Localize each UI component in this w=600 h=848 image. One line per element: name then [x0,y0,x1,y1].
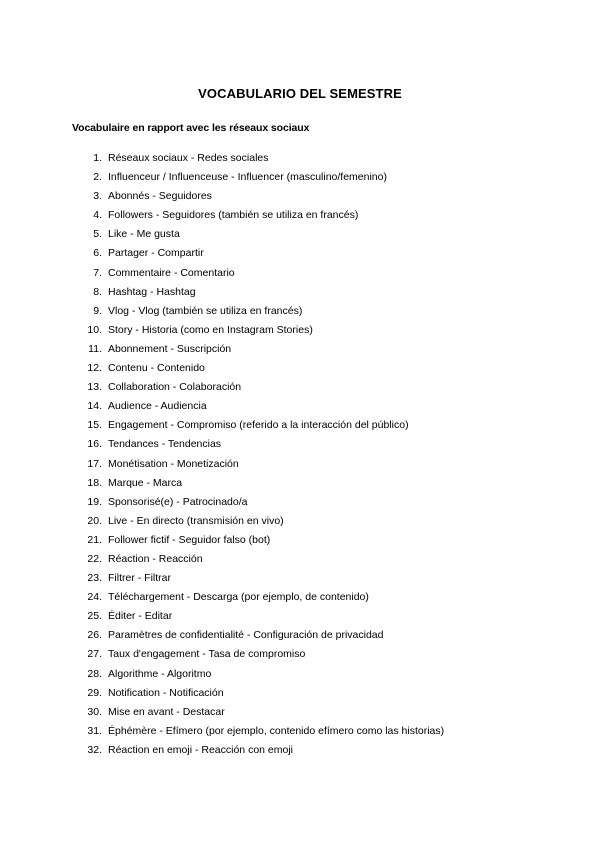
item-number: 26. [87,629,102,642]
item-text: Influenceur / Influenceuse - Influencer (masculino/femenino) [108,171,387,184]
item-number: 17. [87,457,102,470]
item-number: 9. [93,304,102,317]
item-text: Réaction en emoji - Reacción con emoji [108,743,294,756]
item-text: Réseaux sociaux - Redes sociales [108,152,269,164]
item-text: Hashtag - Hashtag [108,285,196,298]
item-number: 20. [87,514,102,527]
item-text: Monétisation - Monetización [108,457,239,470]
item-number: 13. [87,381,102,394]
item-number: 31. [87,724,102,737]
item-text: Sponsorisé(e) - Patrocinado/a [108,495,248,508]
item-number: 28. [87,667,102,680]
item-text: Partager - Compartir [108,247,204,260]
item-text: Filtrer - Filtrar [108,572,171,585]
item-text: Tendances - Tendencias [108,438,222,451]
item-text: Contenu - Contenido [108,362,205,375]
item-number: 15. [87,419,102,432]
item-number: 21. [87,533,102,546]
item-number: 32. [87,743,102,756]
item-number: 19. [87,495,102,508]
section-heading: Vocabulaire en rapport avec les réseaux sociaux [72,122,310,134]
item-text: Éphémère - Efímero (por ejemplo, contenido efímero como las historias) [108,724,445,737]
item-text: Audience - Audiencia [108,400,207,413]
item-text: Abonnés - Seguidores [108,190,212,203]
item-number: 12. [87,362,102,375]
item-number: 5. [93,228,102,241]
document-title: VOCABULARIO DEL SEMESTRE [198,86,402,101]
item-number: 11. [88,342,102,355]
item-number: 1. [93,152,102,164]
item-number: 22. [87,552,102,565]
item-text: Notification - Notificación [108,686,224,699]
item-text: Taux d'engagement - Tasa de compromiso [108,648,306,661]
item-number: 29. [87,686,102,699]
item-number: 2. [93,171,102,184]
item-text: Followers - Seguidores (también se utiliza en francés) [108,209,359,222]
item-text: Marque - Marca [108,476,183,489]
item-number: 7. [93,266,102,279]
item-number: 16. [87,438,102,451]
item-number: 24. [87,591,102,604]
item-text: Engagement - Compromiso (referido a la interacción del público) [108,419,409,432]
item-number: 18. [87,476,102,489]
item-number: 23. [87,572,102,585]
item-number: 4. [93,209,102,222]
item-number: 3. [93,190,102,203]
item-number: 14. [87,400,102,413]
item-text: Téléchargement - Descarga (por ejemplo, de contenido) [108,591,369,604]
item-text: Réaction - Reacción [108,552,203,565]
item-number: 30. [87,705,102,718]
item-number: 6. [93,247,102,260]
item-text: Paramètres de confidentialité - Configuración de privacidad [108,629,384,642]
item-text: Mise en avant - Destacar [108,705,225,718]
item-text: Follower fictif - Seguidor falso (bot) [108,533,271,546]
item-text: Like - Me gusta [108,228,180,241]
item-text: Algorithme - Algoritmo [108,667,212,680]
item-text: Collaboration - Colaboración [108,381,242,394]
item-text: Abonnement - Suscripción [108,342,232,355]
item-text: Live - En directo (transmisión en vivo) [108,514,284,527]
item-number: 10. [87,323,102,336]
item-text: Story - Historia (como en Instagram Stories) [108,323,313,336]
item-text: Éditer - Editar [108,610,173,623]
item-number: 8. [93,285,102,298]
item-text: Vlog - Vlog (también se utiliza en francés) [108,304,303,317]
item-number: 27. [87,648,102,661]
item-number: 25. [87,610,102,623]
item-text: Commentaire - Comentario [108,266,235,279]
